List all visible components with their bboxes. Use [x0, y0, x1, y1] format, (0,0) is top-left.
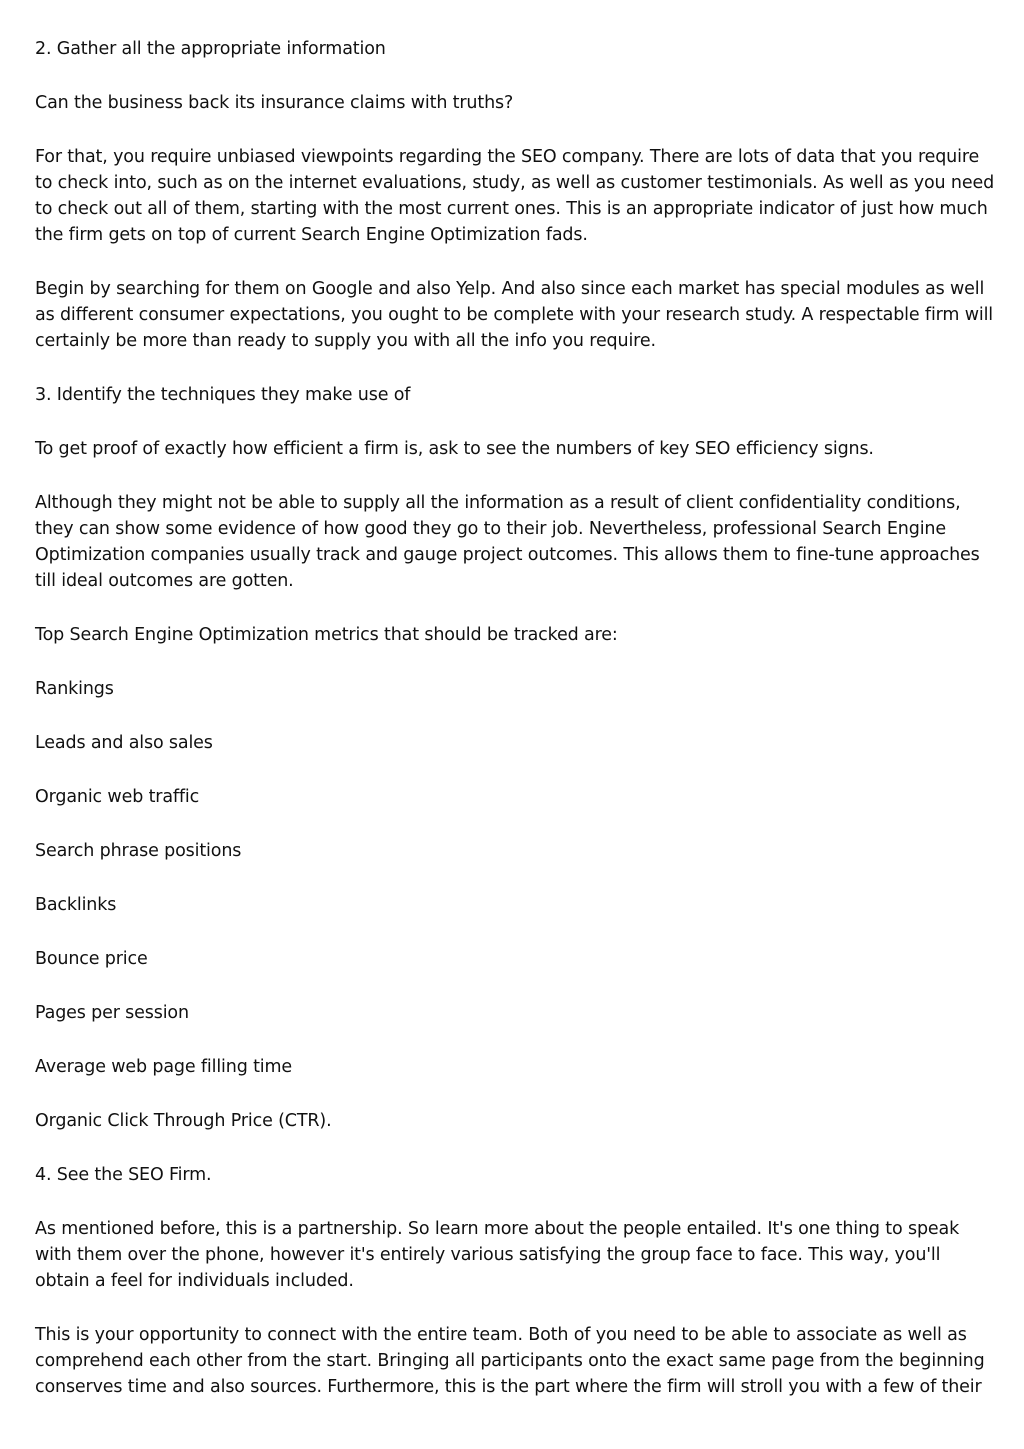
- metric-item-page-filling-time: Average web page filling time: [35, 1057, 293, 1077]
- paragraph-metrics-intro: Top Search Engine Optimization metrics that should be tracked are:: [35, 625, 618, 645]
- metric-item-pages-per-session: Pages per session: [35, 1003, 189, 1023]
- section-heading-see-seo-firm: 4. See the SEO Firm.: [35, 1165, 212, 1185]
- paragraph-connect-with-team: This is your opportunity to connect with the entire team. Both of you need to be able to associate as well as comprehend each other from the start. Bringing all participants onto the exact same page from the beginning conserves time and also sources. Furthermore, this is the part where the firm will stroll you with a few of their: [35, 1325, 985, 1397]
- metric-item-organic-ctr: Organic Click Through Price (CTR).: [35, 1111, 332, 1131]
- paragraph-partnership: As mentioned before, this is a partnership. So learn more about the people entailed. It's one thing to speak with them over the phone, however it's entirely various satisfying the group face to face. This way, you'll obtain a feel for individuals included.: [35, 1219, 960, 1291]
- metric-item-backlinks: Backlinks: [35, 895, 117, 915]
- paragraph-google-yelp-research: Begin by searching for them on Google and also Yelp. And also since each market has special modules as well as different consumer expectations, you ought to be complete with your research study. A respectable firm will certainly be more than ready to supply you with all the info you require.: [35, 279, 993, 351]
- metric-item-bounce-price: Bounce price: [35, 949, 148, 969]
- paragraph-proof-of-efficiency: To get proof of exactly how efficient a firm is, ask to see the numbers of key SEO efficiency signs.: [35, 439, 874, 459]
- metric-item-organic-traffic: Organic web traffic: [35, 787, 200, 807]
- paragraph-insurance-claims-question: Can the business back its insurance claims with truths?: [35, 93, 514, 113]
- section-heading-gather-information: 2. Gather all the appropriate information: [35, 39, 386, 59]
- paragraph-unbiased-viewpoints: For that, you require unbiased viewpoints regarding the SEO company. There are lots of data that you require to check into, such as on the internet evaluations, study, as well as customer testimonials. As well as you need to check out all of them, starting with the most current ones. This is an appropriate indicator of just how much the firm gets on top of current Search Engine Optimization fads.: [35, 147, 995, 245]
- metric-item-leads-sales: Leads and also sales: [35, 733, 213, 753]
- metric-item-rankings: Rankings: [35, 679, 114, 699]
- metric-item-search-phrase-positions: Search phrase positions: [35, 841, 242, 861]
- section-heading-identify-techniques: 3. Identify the techniques they make use of: [35, 385, 411, 405]
- document-body: [35, 36, 995, 1428]
- paragraph-confidentiality-conditions: Although they might not be able to supply all the information as a result of client confidentiality conditions, they can show some evidence of how good they go to their job. Nevertheless, professional Search Engine Optimization companies usually track and gauge project outcomes. This allows them to fine-tune approaches till ideal outcomes are gotten.: [35, 493, 980, 591]
